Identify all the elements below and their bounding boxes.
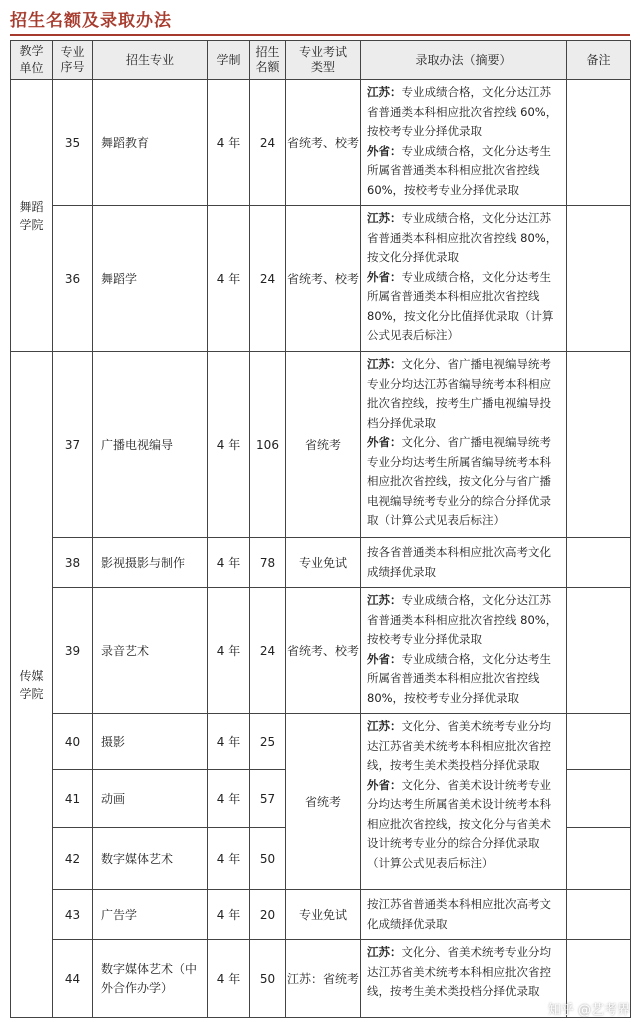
cell-quota: 50: [250, 940, 286, 1018]
cell-seq: 41: [53, 770, 93, 828]
cell-quota: 106: [250, 352, 286, 538]
table-row: [11, 352, 631, 538]
cell-major: 录音艺术: [93, 588, 208, 714]
cell-seq: 36: [53, 206, 93, 352]
label-jiangsu: 江苏：: [367, 85, 402, 99]
admission-table: [10, 40, 631, 1018]
cell-notes: [567, 352, 631, 538]
cell-duration: 4 年: [208, 80, 250, 206]
cell-exam: 省统考: [286, 352, 361, 538]
cell-exam: 专业免试: [286, 538, 361, 588]
cell-method: 江苏：专业成绩合格，文化分达江苏省普通类本科相应批次省控线 80%，按文化分择优录取 外省：专业成绩合格，文化分达考生所属省普通类本科相应批次省控线 80%，按文化分比值择优录取（计算公式见表后标注）: [361, 206, 567, 352]
cell-seq: 35: [53, 80, 93, 206]
cell-notes: [567, 890, 631, 940]
header-exam: 专业考试类型: [286, 41, 361, 80]
header-unit: 教学单位: [11, 41, 53, 80]
label-outside: 外省：: [367, 651, 402, 666]
cell-exam: 专业免试: [286, 890, 361, 940]
watermark: 知乎 @艺考界: [547, 1003, 630, 1018]
cell-major: 动画: [93, 770, 208, 828]
cell-quota: 24: [250, 206, 286, 352]
title-divider: [10, 34, 630, 36]
cell-exam: 江苏：省统考: [286, 940, 361, 1018]
cell-method: 江苏：专业成绩合格，文化分达江苏省普通类本科相应批次省控线 80%，按校考专业分择优录取 外省：专业成绩合格，文化分达考生所属省普通类本科相应批次省控线 80%，按校考专业分择优录取: [361, 588, 567, 714]
cell-notes: [567, 206, 631, 352]
table-row: [11, 206, 631, 352]
cell-major: 摄影: [93, 714, 208, 770]
table-row: [11, 940, 631, 1018]
cell-duration: 4 年: [208, 770, 250, 828]
cell-duration: 4 年: [208, 538, 250, 588]
cell-duration: 4 年: [208, 940, 250, 1018]
cell-duration: 4 年: [208, 828, 250, 890]
header-row: [11, 41, 631, 80]
cell-quota: 25: [250, 714, 286, 770]
cell-quota: 24: [250, 80, 286, 206]
cell-method-group: 江苏：文化分、省美术统考专业分均达江苏省美术统考本科相应批次省控线，按考生美术类投档分择优录取 外省：文化分、省美术设计统考专业分均达考生所属省美术设计统考本科相应批次省控线，按文化分与省美术设计统考专业分的综合分择优录取（计算公式见表后标注）: [361, 714, 567, 890]
cell-seq: 37: [53, 352, 93, 538]
cell-major: 数字媒体艺术（中外合作办学）: [93, 940, 208, 1018]
header-method: 录取办法（摘要）: [361, 41, 567, 80]
unit-media: 传媒学院: [11, 352, 53, 1018]
cell-notes: [567, 588, 631, 714]
cell-seq: 44: [53, 940, 93, 1018]
cell-method: 按江苏省普通类本科相应批次高考文化成绩择优录取: [361, 890, 567, 940]
cell-major: 舞蹈教育: [93, 80, 208, 206]
cell-notes: [567, 828, 631, 890]
cell-notes: [567, 80, 631, 206]
cell-quota: 78: [250, 538, 286, 588]
cell-major: 影视摄影与制作: [93, 538, 208, 588]
label-jiangsu: 江苏：: [367, 593, 402, 607]
header-duration: 学制: [208, 41, 250, 80]
cell-major: 广播电视编导: [93, 352, 208, 538]
cell-notes: [567, 538, 631, 588]
cell-major: 舞蹈学: [93, 206, 208, 352]
cell-duration: 4 年: [208, 714, 250, 770]
cell-quota: 50: [250, 828, 286, 890]
label-jiangsu: 江苏：: [367, 211, 402, 225]
header-seq: 专业序号: [53, 41, 93, 80]
cell-exam: 省统考、校考: [286, 80, 361, 206]
header-notes: 备注: [567, 41, 631, 80]
cell-seq: 38: [53, 538, 93, 588]
cell-exam: 省统考、校考: [286, 588, 361, 714]
cell-notes: [567, 770, 631, 828]
label-jiangsu: 江苏：: [367, 719, 402, 733]
cell-method: 按各省普通类本科相应批次高考文化成绩择优录取: [361, 538, 567, 588]
cell-method: 江苏：文化分、省美术统考专业分均达江苏省美术统考本科相应批次省控线，按考生美术类投档分择优录取: [361, 940, 567, 1018]
cell-major: 广告学: [93, 890, 208, 940]
cell-method: 江苏：文化分、省广播电视编导统考专业分均达江苏省编导统考本科相应批次省控线，按考生广播电视编导投档分择优录取 外省：文化分、省广播电视编导统考专业分均达考生所属省编导统考本科相应批次省控线，按文化分与省广播电视编导统考专业分的综合分择优录取（计算公式见表后标注）: [361, 352, 567, 538]
cell-seq: 39: [53, 588, 93, 714]
cell-major: 数字媒体艺术: [93, 828, 208, 890]
table-row: [11, 588, 631, 714]
unit-dance: 舞蹈学院: [11, 80, 53, 352]
label-outside: 外省：: [367, 777, 402, 792]
cell-seq: 40: [53, 714, 93, 770]
cell-exam-group: 省统考: [286, 714, 361, 890]
table-row: [11, 714, 631, 770]
header-major: 招生专业: [93, 41, 208, 80]
label-jiangsu: 江苏：: [367, 945, 402, 959]
label-outside: 外省：: [367, 143, 402, 158]
cell-duration: 4 年: [208, 588, 250, 714]
cell-notes: [567, 714, 631, 770]
cell-quota: 24: [250, 588, 286, 714]
cell-method: 江苏：专业成绩合格，文化分达江苏省普通类本科相应批次省控线 60%，按校考专业分择优录取 外省：专业成绩合格，文化分达考生所属省普通类本科相应批次省控线 60%，按校考专业分择优录取: [361, 80, 567, 206]
table-row: [11, 890, 631, 940]
table-row: [11, 538, 631, 588]
cell-exam: 省统考、校考: [286, 206, 361, 352]
header-quota: 招生名额: [250, 41, 286, 80]
cell-duration: 4 年: [208, 352, 250, 538]
cell-duration: 4 年: [208, 890, 250, 940]
label-outside: 外省：: [367, 435, 402, 449]
label-jiangsu: 江苏：: [367, 357, 402, 371]
cell-quota: 57: [250, 770, 286, 828]
cell-quota: 20: [250, 890, 286, 940]
cell-seq: 43: [53, 890, 93, 940]
cell-duration: 4 年: [208, 206, 250, 352]
label-outside: 外省：: [367, 269, 402, 284]
page-title: 招生名额及录取办法: [10, 11, 172, 31]
table-row: [11, 80, 631, 206]
cell-seq: 42: [53, 828, 93, 890]
